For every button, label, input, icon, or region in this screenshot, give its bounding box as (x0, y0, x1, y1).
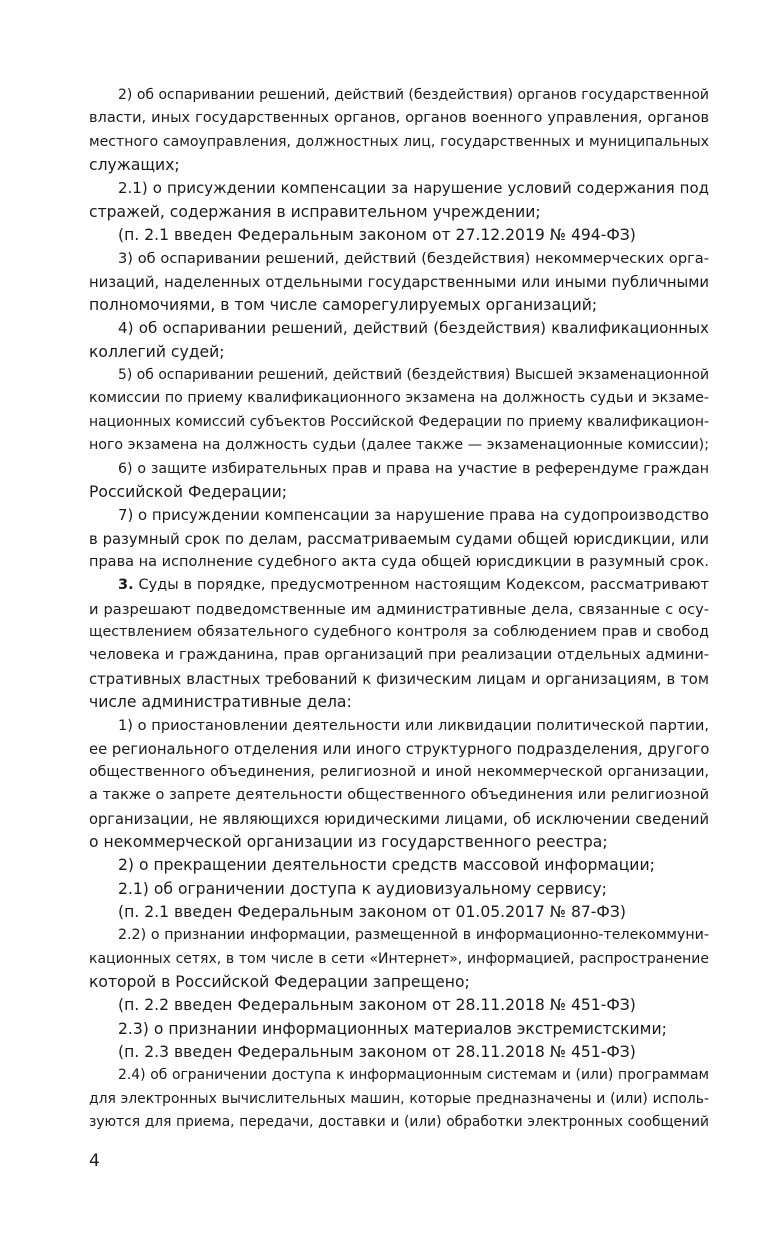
text-line: стративных властных требований к физическим лицам и организациям, в том (89, 670, 709, 688)
amendment-note: (п. 2.1 введен Федеральным законом от 27.12.2019 № 494-ФЗ) (118, 226, 636, 245)
text-line: кационных сетях, в том числе в сети «Интернет», информацией, распространение (89, 950, 709, 967)
text-line: 5) об оспаривании решений, действий (бездействия) Высшей экзаменационной (118, 367, 709, 384)
text-line: 2.3) о признании информационных материалов экстремистскими; (118, 1019, 667, 1038)
text-line: 2.1) об ограничении доступа к аудиовизуальному сервису; (118, 879, 607, 898)
text-line: Российской Федерации; (89, 482, 287, 501)
text-line: числе административные дела: (89, 692, 352, 711)
text-line: полномочиями, в том числе саморегулируемых организаций; (89, 296, 598, 315)
text-line: в разумный срок по делам, рассматриваемым судами общей юрисдикции, или (89, 530, 709, 548)
text-line: комиссии по приему квалификационного экзамена на должность судьи и экзаме- (89, 390, 709, 407)
text-line: ее регионального отделения или иного структурного подразделения, другого (89, 740, 710, 758)
text-line: ществлением обязательного судебного контроля за соблюдением прав и свобод (89, 623, 709, 640)
text-line: права на исполнение судебного акта суда общей юрисдикции в разумный срок. (89, 553, 709, 570)
section-3-heading-line (89, 574, 709, 597)
text-line: общественного объединения, религиозной и иной некоммерческой организации, (89, 763, 709, 780)
text-line: 2.1) о присуждении компенсации за нарушение условий содержания под (118, 179, 709, 198)
text-line: а также о запрете деятельности общественного объединения или религиозной (89, 787, 709, 804)
text-line: власти, иных государственных органов, органов военного управления, органов (89, 110, 709, 127)
text-line: стражей, содержания в исправительном учреждении; (89, 202, 541, 221)
text-line: организации, не являющихся юридическими лицами, об исключении сведений (89, 810, 709, 828)
page-number: 4 (89, 1151, 100, 1171)
text-line: служащих; (89, 156, 180, 175)
amendment-note: (п. 2.3 введен Федеральным законом от 28.11.2018 № 451-ФЗ) (118, 1043, 636, 1062)
text-line: которой в Российской Федерации запрещено; (89, 973, 470, 992)
text-line: ного экзамена на должность судьи (далее также — экзаменационные комиссии); (89, 437, 709, 454)
text-line: 2.4) об ограничении доступа к информационным системам и (или) программам (118, 1067, 709, 1084)
section-number: 3. (118, 577, 134, 594)
amendment-note: (п. 2.1 введен Федеральным законом от 01.05.2017 № 87-ФЗ) (118, 903, 626, 922)
text-line: 1) о приостановлении деятельности или ликвидации политической партии, (118, 717, 709, 735)
text-line: человека и гражданина, прав организаций при реализации отдельных админи- (89, 647, 709, 664)
text-line: низаций, наделенных отдельными государственными или иными публичными (89, 273, 709, 291)
text-line: о некоммерческой организации из государственного реестра; (89, 833, 608, 851)
text-line: местного самоуправления, должностных лиц, государственных и муниципальных (89, 133, 709, 150)
document-page (89, 84, 709, 1134)
text-line: для электронных вычислительных машин, которые предназначены и (или) исполь- (89, 1090, 709, 1107)
text-line: 2) о прекращении деятельности средств массовой информации; (118, 856, 655, 875)
text-line: 2) об оспаривании решений, действий (бездействия) органов государственной (118, 87, 710, 103)
text-line: коллегий судей; (89, 342, 225, 361)
text-line: и разрешают подведомственные им административные дела, связанные с осу- (89, 600, 709, 618)
text-line: 4) об оспаривании решений, действий (бездействия) квалификационных (118, 319, 709, 338)
text-line: 7) о присуждении компенсации за нарушение права на судопроизводство (118, 506, 709, 525)
text-line: национных комиссий субъектов Российской Федерации по приему квалификацион- (89, 413, 709, 430)
text-line: 2.2) о признании информации, размещенной в информационно-телекоммуни- (118, 927, 709, 944)
text-span: Суды в порядке, предусмотренном настоящим Кодексом, рассматривают (138, 577, 710, 594)
text-line: 3) об оспаривании решений, действий (бездействия) некоммерческих орга- (118, 250, 709, 268)
text-line: 6) о защите избирательных прав и права на участие в референдуме граждан (118, 460, 709, 477)
amendment-note: (п. 2.2 введен Федеральным законом от 28.11.2018 № 451-ФЗ) (118, 996, 636, 1015)
text-line: зуются для приема, передачи, доставки и (или) обработки электронных сообщений (89, 1114, 709, 1131)
